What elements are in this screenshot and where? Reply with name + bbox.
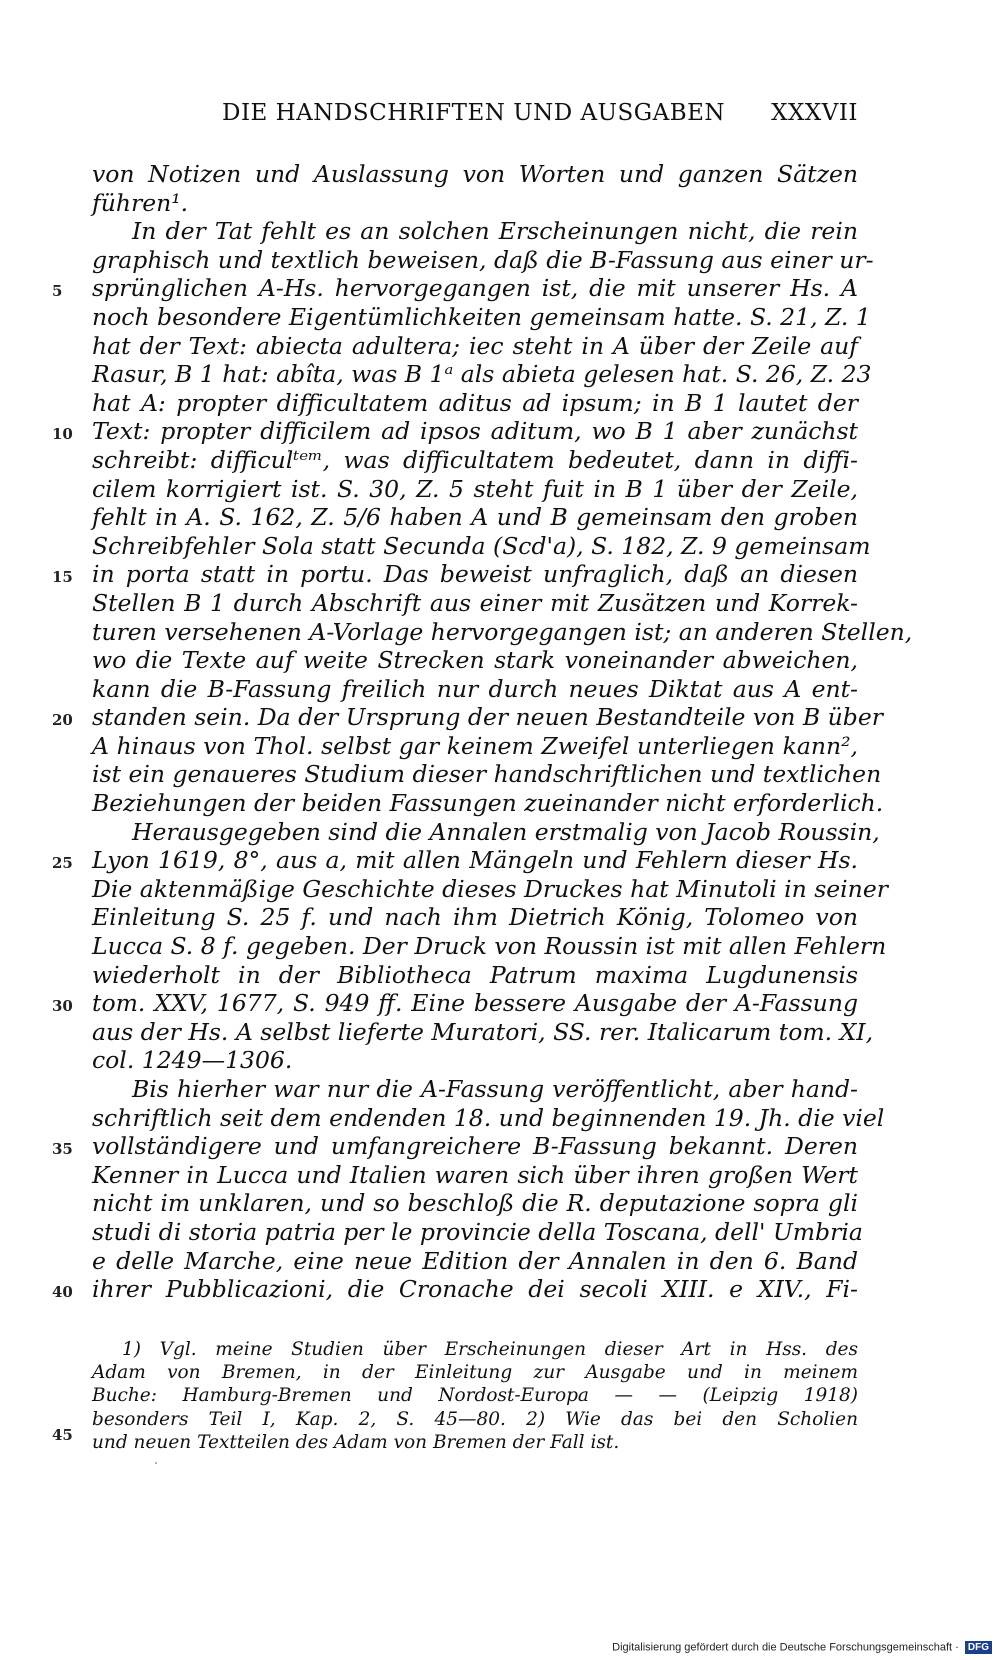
text-line: standen sein. Da der Ursprung der neuen Bestandteile von B über xyxy=(92,703,883,732)
text-line: Text: propter difficilem ad ipsos aditum, wo B 1 aber zunächst xyxy=(92,417,858,446)
line-number: 45 xyxy=(52,1426,73,1444)
dfg-logo-icon: DFG xyxy=(965,1641,992,1654)
line-number: 20 xyxy=(52,711,73,729)
text-line: nicht im unklaren, und so beschloß die R. deputazione sopra gli xyxy=(92,1189,858,1218)
text-line: in porta statt in portu. Das beweist unfraglich, daß an diesen xyxy=(92,560,858,589)
text-line: noch besondere Eigentümlichkeiten gemeinsam hatte. S. 21, Z. 1 xyxy=(92,302,871,331)
text-line: von Notizen und Auslassung von Worten und ganzen Sätzen xyxy=(92,160,858,188)
line-number: 10 xyxy=(52,425,73,443)
text-line: col. 1249—1306. xyxy=(92,1046,293,1075)
main-text xyxy=(92,160,913,1304)
text-line: vollständigere und umfangreichere B-Fassung bekannt. Deren xyxy=(92,1132,858,1161)
footnote-line: Adam von Bremen, in der Einleitung zur Ausgabe und in meinem xyxy=(92,1362,858,1384)
line-number: 40 xyxy=(52,1283,73,1301)
text-line: ihrer Pubblicazioni, die Cronache dei secoli XIII. e XIV., Fi- xyxy=(92,1275,858,1304)
text-line: sprünglichen A-Hs. hervorgegangen ist, die mit unserer Hs. A xyxy=(92,274,858,303)
footnote-line: und neuen Textteilen des Adam von Bremen der Fall ist. xyxy=(92,1431,620,1453)
line-number: 35 xyxy=(52,1140,73,1158)
text-line: wo die Texte auf weite Strecken stark voneinander abweichen, xyxy=(92,646,858,675)
text-line: A hinaus von Thol. selbst gar keinem Zweifel unterliegen kann², xyxy=(92,731,858,760)
line-number: 25 xyxy=(52,854,73,872)
text-line: aus der Hs. A selbst lieferte Muratori, SS. rer. Italicarum tom. XI, xyxy=(92,1017,874,1046)
running-title: DIE HANDSCHRIFTEN UND AUSGABEN xyxy=(222,100,726,126)
text-line: hat A: propter difficultatem aditus ad ipsum; in B 1 lautet der xyxy=(92,388,858,417)
text-line: Lucca S. 8 f. gegeben. Der Druck von Roussin ist mit allen Fehlern xyxy=(92,932,887,961)
stray-mark xyxy=(155,1462,157,1464)
text-line: In der Tat fehlt es an solchen Erscheinungen nicht, die rein xyxy=(132,217,858,246)
text-line: Stellen B 1 durch Abschrift aus einer mit Zusätzen und Korrek- xyxy=(92,588,858,617)
text-line: wiederholt in der Bibliotheca Patrum maxima Lugdunensis xyxy=(92,960,858,989)
text-line: fehlt in A. S. 162, Z. 5/6 haben A und B gemeinsam den groben xyxy=(92,503,858,532)
text-line: Herausgegeben sind die Annalen erstmalig von Jacob Roussin, xyxy=(132,817,880,846)
text-line: Lyon 1619, 8°, aus a, mit allen Mängeln und Fehlern dieser Hs. xyxy=(92,846,858,875)
line-number: 5 xyxy=(52,282,63,300)
page-number: XXXVII xyxy=(771,100,858,126)
footnote-line: besonders Teil I, Kap. 2, S. 45—80. 2) Wie das bei den Scholien xyxy=(92,1408,858,1430)
line-number: 15 xyxy=(52,568,73,586)
text-line: cilem korrigiert ist. S. 30, Z. 5 steht fuit in B 1 über der Zeile, xyxy=(92,474,858,503)
text-line: kann die B-Fassung freilich nur durch neues Diktat aus A ent- xyxy=(92,674,858,703)
text-line: turen versehenen A-Vorlage hervorgegangen ist; an anderen Stellen, xyxy=(92,617,913,646)
digitization-credit xyxy=(612,1641,992,1654)
text-line: Beziehungen der beiden Fassungen zueinander nicht erforderlich. xyxy=(92,789,884,818)
text-line: tom. XXV, 1677, S. 949 ff. Eine bessere Ausgabe der A-Fassung xyxy=(92,989,858,1018)
text-line: Die aktenmäßige Geschichte dieses Druckes hat Minutoli in seiner xyxy=(92,874,888,903)
footnote-line: Buche: Hamburg-Bremen und Nordost-Europa — — (Leipzig 1918) xyxy=(92,1385,858,1407)
text-line: Schreibfehler Sola statt Secunda (Scd'a), S. 182, Z. 9 gemeinsam xyxy=(92,531,871,560)
text-line: schreibt: difficulᵗᵉᵐ, was difficultatem bedeutet, dann in diffi- xyxy=(92,445,858,474)
running-header xyxy=(222,100,858,134)
text-line: hat der Text: abiecta adultera; iec steht in A über der Zeile auf xyxy=(92,331,858,360)
text-line: Einleitung S. 25 f. und nach ihm Dietrich König, Tolomeo von xyxy=(92,903,858,932)
text-line: graphisch und textlich beweisen, daß die B-Fassung aus einer ur- xyxy=(92,245,874,274)
text-line: Bis hierher war nur die A-Fassung veröffentlicht, aber hand- xyxy=(132,1075,858,1103)
text-line: studi di storia patria per le provincie della Toscana, dell' Umbria xyxy=(92,1217,863,1246)
line-number: 30 xyxy=(52,997,73,1015)
footnote-line: 1) Vgl. meine Studien über Erscheinungen dieser Art in Hss. des xyxy=(122,1339,858,1360)
text-line: führen¹. xyxy=(92,188,189,217)
credit-text: Digitalisierung gefördert durch die Deutsche Forschungsgemeinschaft · xyxy=(612,1641,959,1654)
text-line: schriftlich seit dem endenden 18. und beginnenden 19. Jh. die viel xyxy=(92,1103,885,1132)
text-line: ist ein genaueres Studium dieser handschriftlichen und textlichen xyxy=(92,760,882,789)
text-line: Kenner in Lucca und Italien waren sich über ihren großen Wert xyxy=(92,1160,858,1189)
footnotes xyxy=(92,1338,858,1454)
text-line: e delle Marche, eine neue Edition der Annalen in den 6. Band xyxy=(92,1246,858,1275)
text-line: Rasur, B 1 hat: abîta, was B 1ᵃ als abieta gelesen hat. S. 26, Z. 23 xyxy=(92,360,872,389)
